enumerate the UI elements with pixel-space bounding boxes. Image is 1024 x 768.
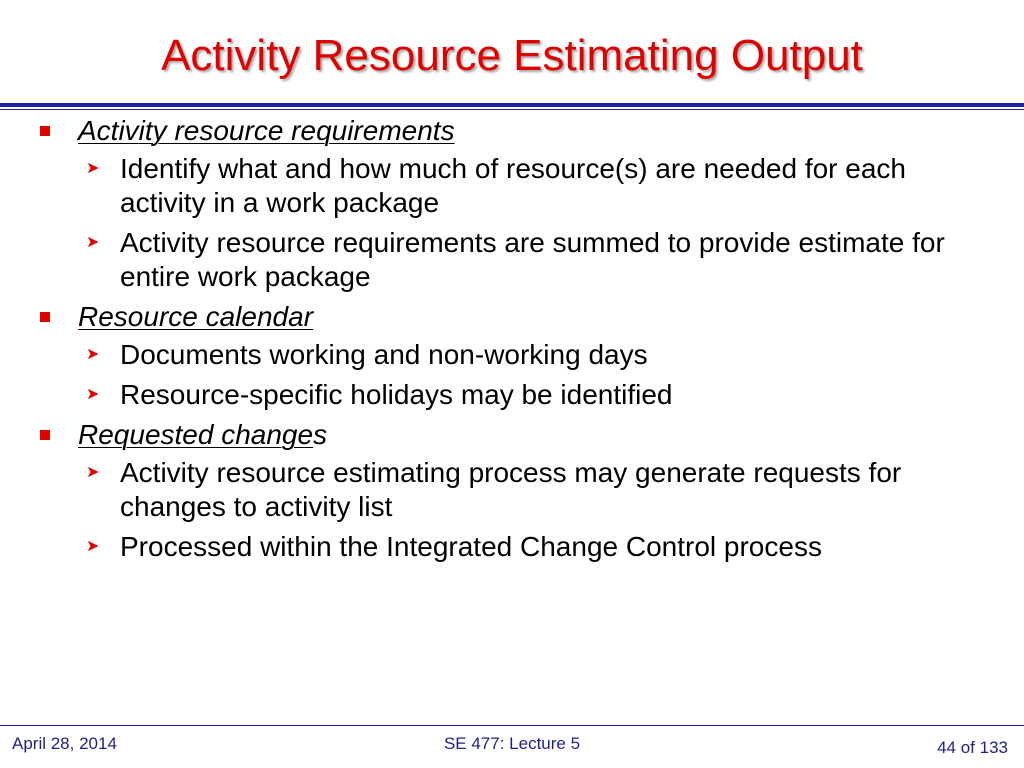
arrow-bullet-icon: ➤ [86, 234, 100, 251]
bullet-level2 [0, 152, 1024, 220]
footer-date: April 28, 2014 [12, 734, 117, 753]
bullet-heading: Requested change [78, 419, 314, 450]
footer-divider [0, 725, 1024, 726]
footer-course: SE 477: Lecture 5 [443, 734, 581, 753]
bullet-text: Activity resource estimating process may generate requests for changes to activity list [120, 457, 902, 522]
bullet-level1 [0, 300, 1024, 334]
square-bullet-icon [40, 430, 50, 440]
square-bullet-icon [40, 312, 50, 322]
bullet-level2 [0, 456, 1024, 524]
bullet-heading: Resource calendar [78, 301, 314, 332]
arrow-bullet-icon: ➤ [86, 386, 100, 403]
bullet-level1 [0, 114, 1024, 148]
bullet-text: Identify what and how much of resource(s) are needed for each activity in a work package [120, 153, 906, 218]
bullet-level2 [0, 378, 1024, 412]
arrow-bullet-icon: ➤ [86, 464, 100, 481]
bullet-heading: Activity resource requirements [78, 115, 455, 146]
bullet-level2 [0, 226, 1024, 294]
title-divider-thick [0, 103, 1024, 107]
bullet-text: Activity resource requirements are summed to provide estimate for entire work package [120, 227, 945, 292]
bullet-text: Processed within the Integrated Change Control process [120, 531, 822, 562]
arrow-bullet-icon: ➤ [86, 538, 100, 555]
bullet-level2 [0, 338, 1024, 372]
slide-title: Activity Resource Estimating Output [161, 31, 863, 80]
bullet-heading-rest: s [313, 419, 328, 450]
bullet-list [0, 114, 1024, 570]
footer-page-number: 44 of 133 [937, 738, 1008, 757]
bullet-level2 [0, 530, 1024, 564]
bullet-level1 [0, 418, 1024, 452]
arrow-bullet-icon: ➤ [86, 346, 100, 363]
arrow-bullet-icon: ➤ [86, 160, 100, 177]
square-bullet-icon [40, 126, 50, 136]
bullet-text: Documents working and non-working days [120, 339, 648, 370]
title-divider-thin [0, 109, 1024, 110]
bullet-text: Resource-specific holidays may be identified [120, 379, 673, 410]
